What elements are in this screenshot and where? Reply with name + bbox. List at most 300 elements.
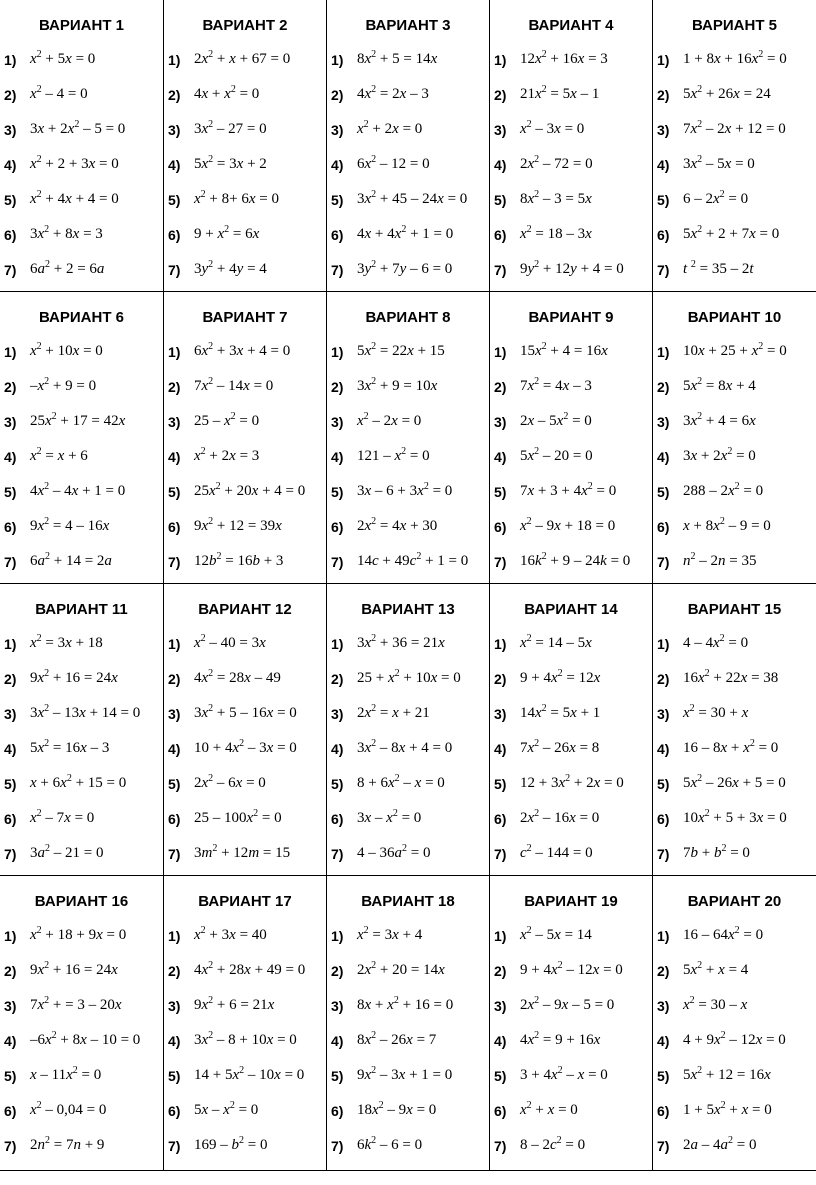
item-number: 2) <box>657 962 670 979</box>
item-number: 6) <box>657 810 670 827</box>
equation-list <box>653 42 816 287</box>
item-number: 6) <box>494 810 507 827</box>
equation: $7x^2$ + = 3 – 20x <box>30 995 122 1013</box>
equation: $7x^2 - 26x = 8$ <box>520 738 600 756</box>
equation: $3x^2 + 4 = 6x$ <box>683 411 756 429</box>
item-number: 7) <box>331 261 344 278</box>
equation: $5x^2 = 8x + 4$ <box>683 376 756 394</box>
equation: $3x^2 - 8 + 10x = 0$ <box>194 1030 297 1048</box>
item-number: 3) <box>331 413 344 430</box>
equation: $18x^2 - 9x = 0$ <box>357 1100 437 1118</box>
equation: $2n^2 = 7n + 9$ <box>30 1135 105 1153</box>
equation-item <box>164 369 326 404</box>
equation: $8x^2 + 5 = 14x$ <box>357 49 438 67</box>
variant-title: ВАРИАНТ 16 <box>34 893 129 910</box>
equation: $x^2 + 10x = 0$ <box>30 341 103 359</box>
variant-cell <box>0 876 164 1170</box>
equation-item <box>490 731 652 766</box>
equation-item <box>653 544 816 579</box>
item-number: 1) <box>657 927 670 944</box>
equation: $25x^2 + 20x + 4 = 0$ <box>194 481 306 499</box>
item-number: 2) <box>168 670 181 687</box>
item-number: 6) <box>657 518 670 535</box>
equation-item <box>653 42 816 77</box>
equation: $1 + 8x + 16x^2 = 0$ <box>683 49 787 67</box>
equation-item <box>164 836 326 871</box>
item-number: 7) <box>4 1137 17 1154</box>
item-number: 1) <box>168 343 181 360</box>
equation: $25x^2 + 17 = 42x$ <box>30 411 126 429</box>
variant-cell <box>164 584 327 876</box>
variant-cell <box>490 876 653 1170</box>
equation-item <box>0 918 163 953</box>
variant-title: ВАРИАНТ 8 <box>365 309 451 326</box>
equation: $x^2 - 0,04 = 0$ <box>30 1100 107 1118</box>
item-number: 1) <box>168 635 181 652</box>
item-number: 2) <box>494 670 507 687</box>
item-number: 3) <box>168 413 181 430</box>
item-number: 2) <box>331 86 344 103</box>
equation-item <box>0 112 163 147</box>
equation-item <box>490 147 652 182</box>
equation: $7x^2 = 4x - 3$ <box>520 376 592 394</box>
item-number: 3) <box>331 997 344 1014</box>
equation-item <box>653 439 816 474</box>
item-number: 3) <box>494 121 507 138</box>
equation: $7x + 3 + 4x^2 = 0$ <box>520 481 617 499</box>
equation-item <box>327 77 489 112</box>
item-number: 3) <box>494 413 507 430</box>
equation: $3x^2 - 13x + 14 = 0$ <box>30 703 141 721</box>
item-number: 4) <box>168 156 181 173</box>
equation-list <box>0 42 163 287</box>
item-number: 1) <box>331 51 344 68</box>
item-number: 3) <box>657 413 670 430</box>
item-number: 6) <box>4 226 17 243</box>
equation: $12 + 3x^2 + 2x = 0$ <box>520 773 624 791</box>
equation: $14c + 49c^2 + 1 = 0$ <box>357 551 469 569</box>
variant-title: ВАРИАНТ 5 <box>691 17 778 34</box>
variant-cell <box>490 584 653 876</box>
item-number: 3) <box>657 997 670 1014</box>
equation: $5x^2 - 26x + 5 = 0$ <box>683 773 786 791</box>
item-number: 2) <box>168 378 181 395</box>
variant-title: ВАРИАНТ 6 <box>38 309 125 326</box>
item-number: 6) <box>4 810 17 827</box>
variant-title: ВАРИАНТ 13 <box>361 601 455 618</box>
equation-item <box>164 439 326 474</box>
equation-item <box>653 661 816 696</box>
equation: $4 - 36a^2 = 0$ <box>357 843 431 861</box>
equation-item <box>164 1093 326 1128</box>
equation-item <box>164 334 326 369</box>
variant-title: ВАРИАНТ 18 <box>361 893 455 910</box>
equation: $8x^2 - 3 = 5x$ <box>520 189 592 207</box>
equation-item <box>653 252 816 287</box>
equation-list <box>0 626 163 871</box>
equation-item <box>327 661 489 696</box>
equation: $8 - 2c^2 = 0$ <box>520 1135 586 1153</box>
item-number: 7) <box>168 845 181 862</box>
equation: $x^2 - 3x = 0$ <box>520 119 585 137</box>
equation: $7x^2 - 14x = 0$ <box>194 376 274 394</box>
item-number: 7) <box>168 553 181 570</box>
equation-item <box>327 953 489 988</box>
equation-item <box>0 252 163 287</box>
item-number: 6) <box>657 1102 670 1119</box>
equation-item <box>490 334 652 369</box>
equation: $9x^2 + 6 = 21x$ <box>194 995 275 1013</box>
item-number: 1) <box>4 343 17 360</box>
item-number: 4) <box>657 156 670 173</box>
equation: $5x^2 = 22x + 15$ <box>357 341 445 359</box>
equation: $16 - 64x^2 = 0$ <box>683 925 764 943</box>
equation: $3m^2 + 12m = 15$ <box>194 843 291 861</box>
item-number: 3) <box>4 997 17 1014</box>
equation-item <box>0 801 163 836</box>
equation: $x^2 - 4 = 0$ <box>30 84 88 102</box>
equation-item <box>490 544 652 579</box>
equation-item <box>0 369 163 404</box>
equation: $3x^2 + 36 = 21x$ <box>357 633 445 651</box>
equation-item <box>0 1093 163 1128</box>
equation-item <box>490 404 652 439</box>
equation-item <box>653 369 816 404</box>
item-number: 6) <box>4 1102 17 1119</box>
equation-item <box>0 439 163 474</box>
item-number: 2) <box>494 962 507 979</box>
equation-item <box>164 509 326 544</box>
equation-item <box>653 1058 816 1093</box>
equation: $9 + x^2 = 6x$ <box>194 224 260 242</box>
equation: $2x^2 - 72 = 0$ <box>520 154 593 172</box>
item-number: 4) <box>657 1032 670 1049</box>
item-number: 4) <box>4 740 17 757</box>
equation-item <box>0 1023 163 1058</box>
item-number: 1) <box>168 51 181 68</box>
equation-item <box>327 439 489 474</box>
equation-item <box>327 509 489 544</box>
item-number: 3) <box>168 121 181 138</box>
equation: $3x^2 - 27 = 0$ <box>194 119 267 137</box>
item-number: 7) <box>494 553 507 570</box>
equation-item <box>0 544 163 579</box>
equation-item <box>164 404 326 439</box>
equation-item <box>0 953 163 988</box>
equation: $14x^2 = 5x + 1$ <box>520 703 601 721</box>
equation-item <box>490 217 652 252</box>
variant-title: ВАРИАНТ 2 <box>202 17 288 34</box>
item-number: 7) <box>331 1137 344 1154</box>
equation: $x^2 = 18 - 3x$ <box>520 224 592 242</box>
item-number: 6) <box>657 226 670 243</box>
equation: $3x^2 - 5x = 0$ <box>683 154 755 172</box>
equation: $3x^2 + 8x = 3$ <box>30 224 103 242</box>
item-number: 2) <box>4 962 17 979</box>
equation: $9x^2 + 16 = 24x$ <box>30 668 118 686</box>
equation-item <box>0 509 163 544</box>
equation-list <box>164 626 326 871</box>
item-number: 6) <box>168 1102 181 1119</box>
equation-item <box>653 988 816 1023</box>
item-number: 2) <box>657 670 670 687</box>
equation: $14 + 5x^2 - 10x = 0$ <box>194 1065 305 1083</box>
variant-title: ВАРИАНТ 20 <box>687 893 782 910</box>
variant-cell <box>653 292 816 584</box>
equation-item <box>0 766 163 801</box>
equation: $5x^2 + 2 + 7x = 0$ <box>683 224 780 242</box>
equation-item <box>490 112 652 147</box>
item-number: 5) <box>4 1067 17 1084</box>
item-number: 5) <box>657 483 670 500</box>
item-number: 5) <box>4 191 17 208</box>
item-number: 4) <box>168 448 181 465</box>
item-number: 1) <box>4 635 17 652</box>
equation-item <box>490 182 652 217</box>
equation: $3x - 6 + 3x^2 = 0$ <box>357 481 453 499</box>
item-number: 3) <box>494 705 507 722</box>
item-number: 7) <box>494 845 507 862</box>
equation: $6k^2 - 6 = 0$ <box>357 1135 423 1153</box>
equation-item <box>490 77 652 112</box>
variant-cell <box>490 0 653 292</box>
equation: $x^2 + 2x = 3$ <box>194 446 260 464</box>
equation: $4x^2 = 28x - 49$ <box>194 668 281 686</box>
item-number: 4) <box>4 1032 17 1049</box>
item-number: 5) <box>168 775 181 792</box>
variant-cell <box>653 584 816 876</box>
item-number: 2) <box>4 378 17 395</box>
equation: $x^2 + 4x + 4 = 0$ <box>30 189 119 207</box>
item-number: 2) <box>4 86 17 103</box>
item-number: 2) <box>494 86 507 103</box>
item-number: 6) <box>494 1102 507 1119</box>
equation: $25 + x^2 + 10x = 0$ <box>357 668 461 686</box>
item-number: 4) <box>168 1032 181 1049</box>
equation-item <box>490 918 652 953</box>
equation-item <box>653 801 816 836</box>
item-number: 3) <box>168 997 181 1014</box>
equation-list <box>490 334 652 579</box>
item-number: 3) <box>657 705 670 722</box>
equation-item <box>327 918 489 953</box>
equation: $x^2 + 2x = 0$ <box>357 119 423 137</box>
equation-item <box>164 217 326 252</box>
variant-cell <box>653 0 816 292</box>
item-number: 4) <box>4 156 17 173</box>
equation: $8 + 6x^2 - x = 0$ <box>357 773 445 791</box>
equation: $3x^2 - 8x + 4 = 0$ <box>357 738 453 756</box>
item-number: 2) <box>331 378 344 395</box>
equation: $4x + x^2 = 0$ <box>194 84 260 102</box>
equation-item <box>653 147 816 182</box>
equation: $12b^2 = 16b + 3$ <box>194 551 284 569</box>
variant-cell <box>327 584 490 876</box>
item-number: 5) <box>657 1067 670 1084</box>
item-number: 3) <box>168 705 181 722</box>
equation-item <box>164 252 326 287</box>
equation: $x + 8x^2 - 9 = 0$ <box>683 516 771 534</box>
equation: $x^2 - 7x = 0$ <box>30 808 95 826</box>
equation-item <box>0 696 163 731</box>
equation-item <box>0 1058 163 1093</box>
equation-list <box>327 918 489 1163</box>
equation: $x^2 + 5x = 0$ <box>30 49 96 67</box>
item-number: 6) <box>331 810 344 827</box>
item-number: 2) <box>168 962 181 979</box>
equation: $3x^2 + 9 = 10x$ <box>357 376 438 394</box>
item-number: 3) <box>331 705 344 722</box>
equation-item <box>0 474 163 509</box>
equation-list <box>164 42 326 287</box>
item-number: 1) <box>331 635 344 652</box>
equation: $21x^2 = 5x - 1$ <box>520 84 600 102</box>
equation-item <box>327 988 489 1023</box>
equation-item <box>0 626 163 661</box>
equation: $4x^2 + 28x + 49 = 0$ <box>194 960 306 978</box>
equation: $12x^2 + 16x = 3$ <box>520 49 608 67</box>
variant-cell <box>0 584 164 876</box>
equation-item <box>0 147 163 182</box>
equation: $2x - 5x^2 = 0$ <box>520 411 592 429</box>
equation: $15x^2 + 4 = 16x$ <box>520 341 608 359</box>
equation-item <box>164 77 326 112</box>
equation: $3y^2 + 4y = 4$ <box>194 259 267 277</box>
item-number: 7) <box>168 1137 181 1154</box>
equation: $3 + 4x^2 - x = 0$ <box>520 1065 608 1083</box>
item-number: 5) <box>331 1067 344 1084</box>
equation: $x^2 = 3x + 4$ <box>357 925 423 943</box>
equation: $6x^2 + 3x + 4 = 0$ <box>194 341 291 359</box>
item-number: 5) <box>657 191 670 208</box>
equation: $5x^2 - 20 = 0$ <box>520 446 593 464</box>
equation-item <box>0 836 163 871</box>
equation-item <box>653 953 816 988</box>
equation-item <box>164 1128 326 1163</box>
equation: $6 - 2x^2 = 0$ <box>683 189 749 207</box>
item-number: 5) <box>494 775 507 792</box>
item-number: 2) <box>331 962 344 979</box>
equation-item <box>327 252 489 287</box>
item-number: 1) <box>657 343 670 360</box>
item-number: 1) <box>331 343 344 360</box>
equation-item <box>164 988 326 1023</box>
item-number: 7) <box>494 261 507 278</box>
equation-item <box>0 1128 163 1163</box>
item-number: 5) <box>331 483 344 500</box>
item-number: 6) <box>494 518 507 535</box>
equation-list <box>327 42 489 287</box>
equation: $x^2 + 3x = 40$ <box>194 925 267 943</box>
equation-list <box>653 918 816 1163</box>
variant-title: ВАРИАНТ 12 <box>198 601 292 618</box>
equation-list <box>0 918 163 1163</box>
item-number: 4) <box>657 740 670 757</box>
equation-item <box>0 334 163 369</box>
equation: $2a - 4a^2 = 0$ <box>683 1135 757 1153</box>
variant-cell <box>490 292 653 584</box>
variant-title: ВАРИАНТ 10 <box>687 309 782 326</box>
equation: $4 - 4x^2 = 0$ <box>683 633 749 651</box>
equation: $4x^2 = 2x - 3$ <box>357 84 429 102</box>
item-number: 5) <box>494 1067 507 1084</box>
equation-item <box>327 112 489 147</box>
equation-item <box>327 836 489 871</box>
equation: $x^2 - 40 = 3x$ <box>194 633 266 651</box>
item-number: 5) <box>168 483 181 500</box>
item-number: 5) <box>494 191 507 208</box>
equation: $n^2 - 2n = 35$ <box>683 551 757 569</box>
equation-list <box>164 334 326 579</box>
equation-item <box>0 182 163 217</box>
equation: $x - 11x^2 = 0$ <box>30 1065 102 1083</box>
item-number: 6) <box>494 226 507 243</box>
item-number: 4) <box>4 448 17 465</box>
equation: $2x^2 = 4x + 30$ <box>357 516 438 534</box>
equation-item <box>164 147 326 182</box>
equation-item <box>653 918 816 953</box>
item-number: 1) <box>331 927 344 944</box>
equation-item <box>327 766 489 801</box>
variant-cell <box>164 0 327 292</box>
equation-item <box>164 474 326 509</box>
equation: $2x^2 - 9x - 5 = 0$ <box>520 995 615 1013</box>
item-number: 1) <box>657 635 670 652</box>
equation: $121 - x^2 = 0$ <box>357 446 430 464</box>
item-number: 1) <box>494 343 507 360</box>
item-number: 1) <box>657 51 670 68</box>
equation-item <box>653 1128 816 1163</box>
item-number: 4) <box>331 448 344 465</box>
equation-item <box>164 801 326 836</box>
equation: $x^2 = 3x + 18$ <box>30 633 103 651</box>
equation-item <box>653 766 816 801</box>
item-number: 6) <box>168 226 181 243</box>
equation: $2x^2 - 16x = 0$ <box>520 808 600 826</box>
equation: $x^2 = 30 + x$ <box>683 703 749 721</box>
equation-item <box>653 77 816 112</box>
equation: $169 - b^2 = 0$ <box>194 1135 268 1153</box>
equation-item <box>164 731 326 766</box>
equation-item <box>164 1058 326 1093</box>
item-number: 3) <box>331 121 344 138</box>
item-number: 7) <box>657 845 670 862</box>
equation-item <box>327 404 489 439</box>
equation: $x^2 = 14 - 5x$ <box>520 633 592 651</box>
equation-item <box>490 474 652 509</box>
equation-item <box>490 766 652 801</box>
equation: $3a^2 - 21 = 0$ <box>30 843 104 861</box>
item-number: 1) <box>494 51 507 68</box>
equation-item <box>490 696 652 731</box>
item-number: 7) <box>657 1137 670 1154</box>
equation-list <box>490 42 652 287</box>
item-number: 2) <box>4 670 17 687</box>
equation-item <box>327 1128 489 1163</box>
equation-item <box>327 334 489 369</box>
variant-title: ВАРИАНТ 9 <box>528 309 614 326</box>
equation-item <box>164 953 326 988</box>
equation-item <box>0 731 163 766</box>
equation-item <box>653 1023 816 1058</box>
item-number: 6) <box>168 810 181 827</box>
variant-cell <box>653 876 816 1170</box>
equation: $x + 6x^2 + 15 = 0$ <box>30 773 127 791</box>
equation: $6a^2 + 14 = 2a$ <box>30 551 112 569</box>
equation: $5x^2 + x = 4$ <box>683 960 749 978</box>
item-number: 5) <box>4 483 17 500</box>
equation: $x^2 - 9x + 18 = 0$ <box>520 516 616 534</box>
